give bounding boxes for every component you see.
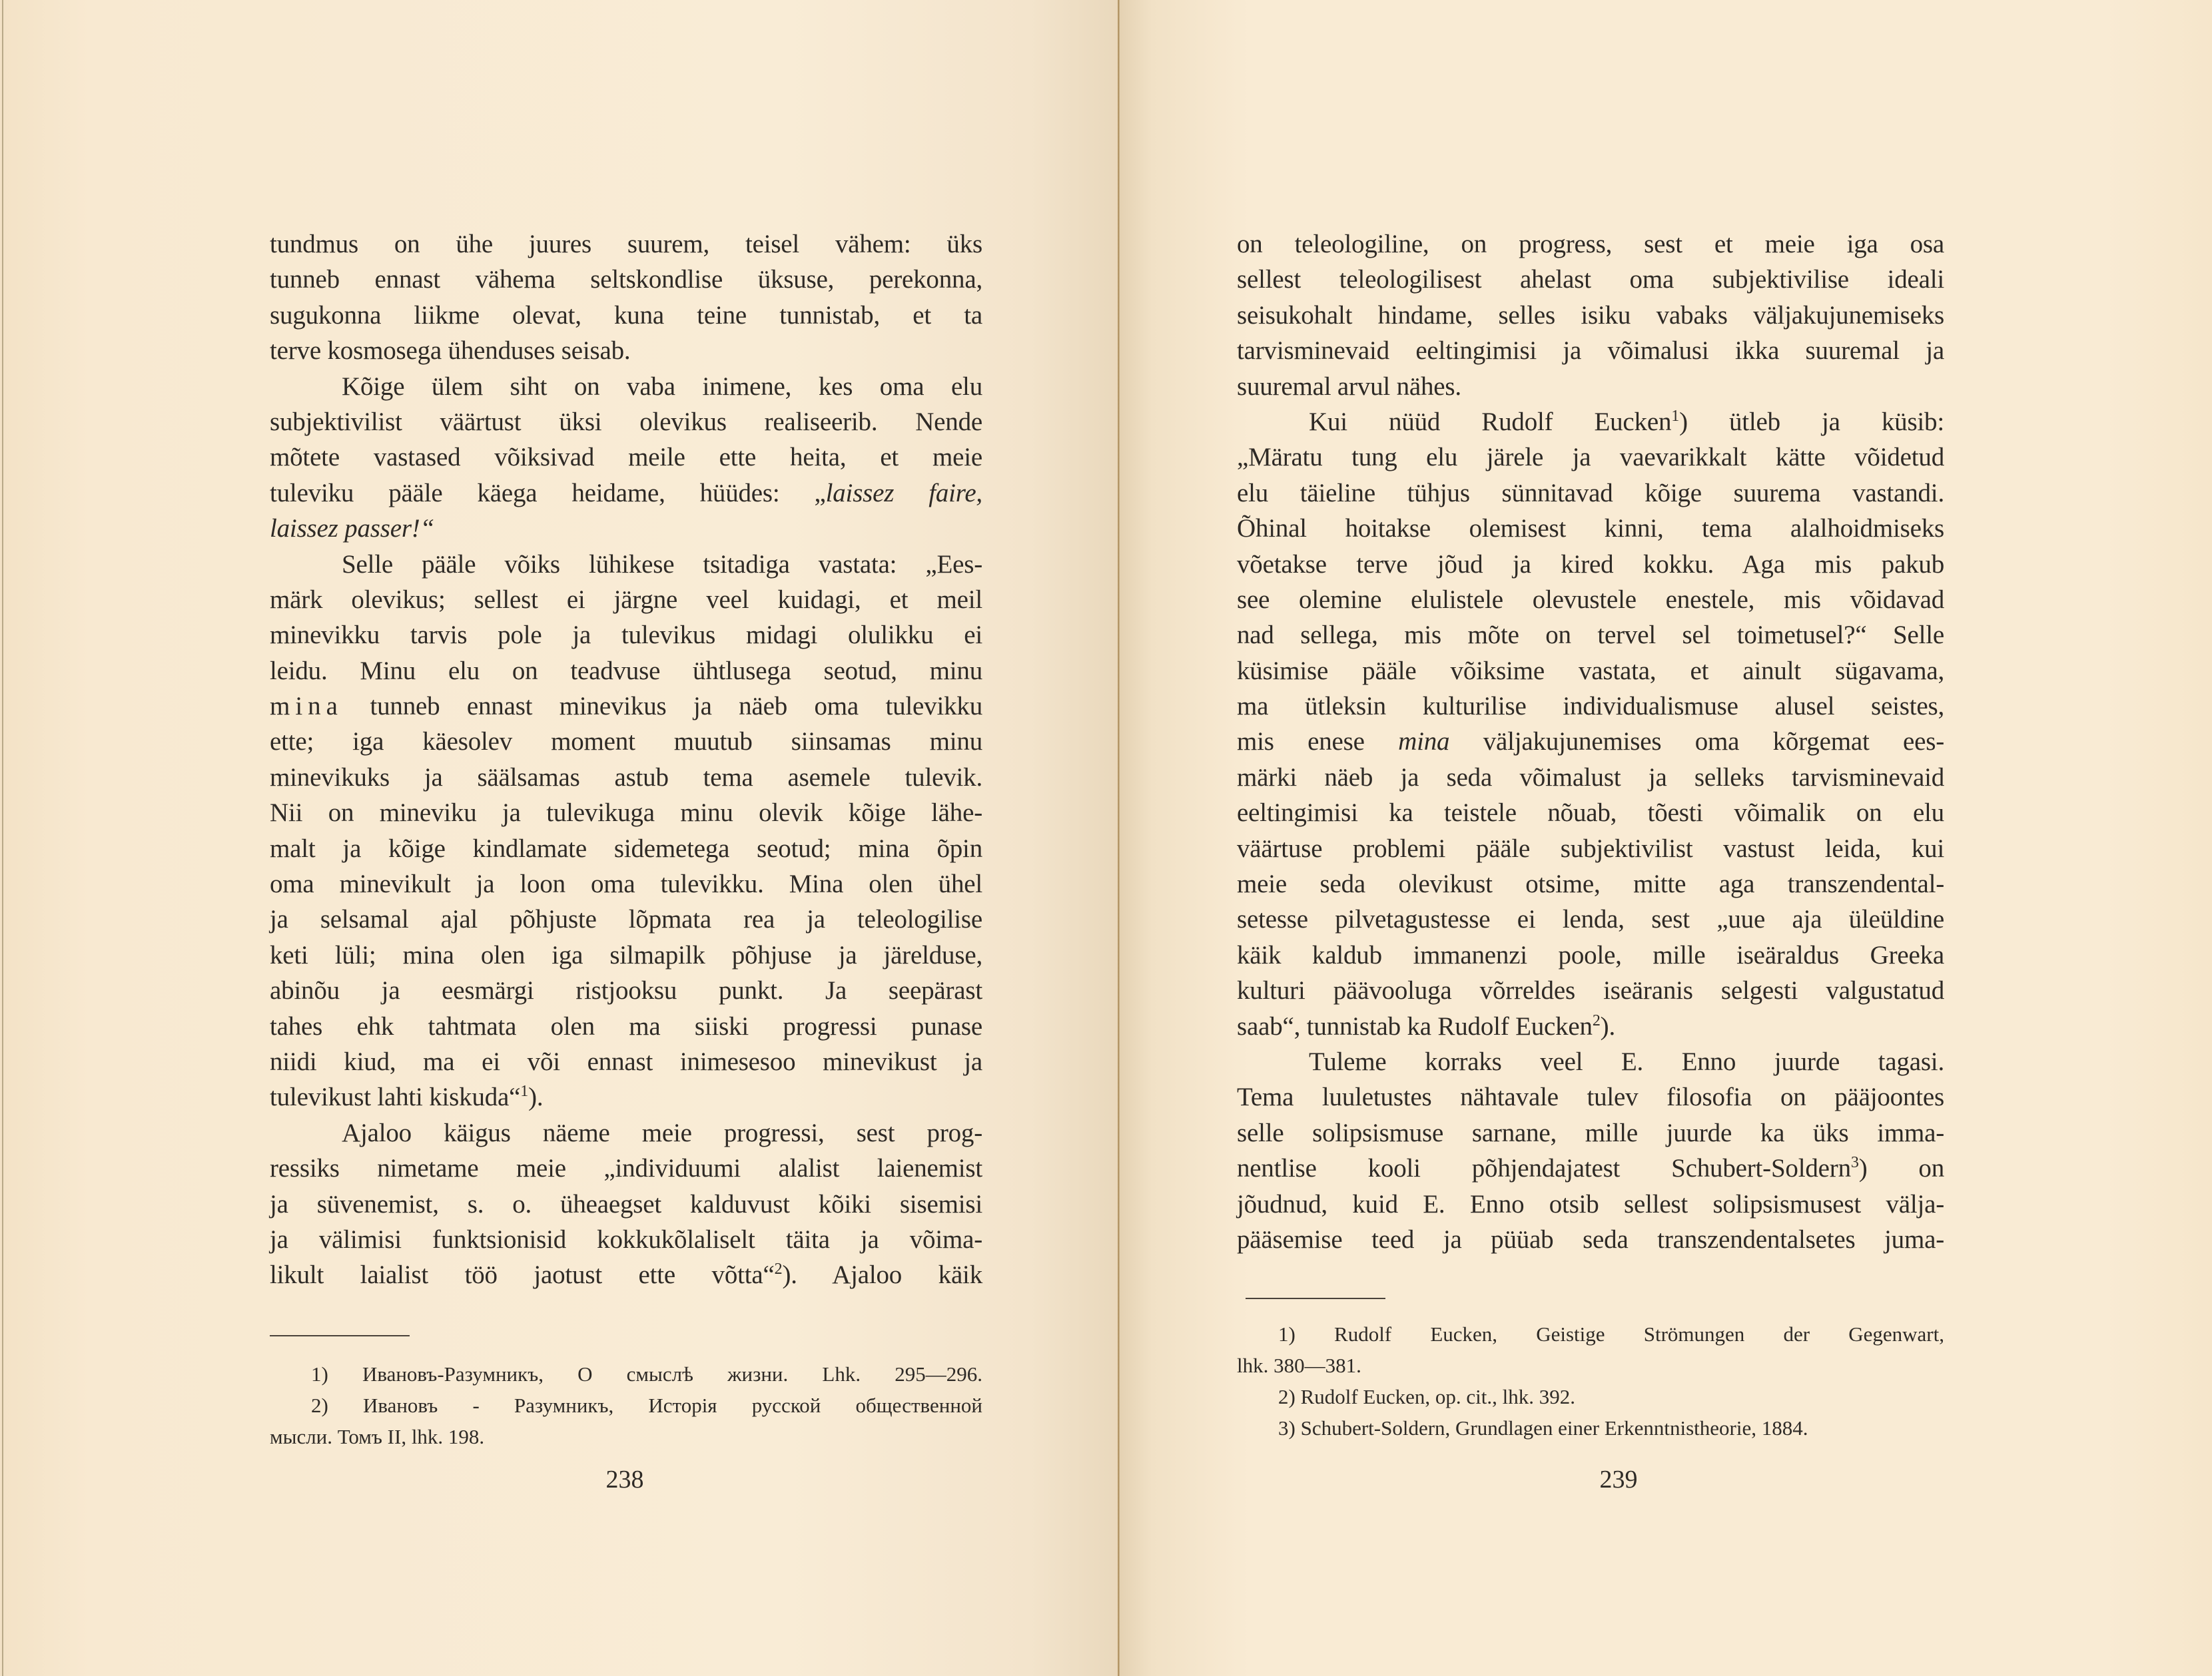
text-line: tundmus on ühe juures suurem, teisel vähem: üks bbox=[270, 230, 982, 258]
text-line: märki näeb ja seda võimalust ja selleks tarvisminevaid bbox=[1237, 762, 1944, 792]
text-run: likult laialist töö jaotust ette võtta“ bbox=[270, 1260, 775, 1290]
text-line: leidu. Minu elu on teadvuse ühtlusega seotud, minu bbox=[270, 656, 982, 685]
footnote: 3) Schubert-Soldern, Grundlagen einer Erkenntnistheorie, 1884. bbox=[1278, 1416, 1808, 1440]
text-line: küsimise pääle võiksime vastata, et ainult sügavama, bbox=[1237, 656, 1944, 685]
text-line: väärtuse problemi pääle subjektivilist vastust leida, kui bbox=[1237, 834, 1944, 863]
text-run: tunneb ennast minevikus ja näeb oma tulevikku bbox=[370, 692, 982, 721]
text-run: ) ütleb ja küsib: bbox=[1679, 407, 1944, 436]
footnote-ref[interactable]: 1 bbox=[520, 1083, 529, 1101]
text-line: sellest teleologilisest ahelast oma subjektivilise ideali bbox=[1237, 265, 1944, 294]
text-run: tuleviku pääle käega heidame, hüüdes: „ bbox=[270, 478, 826, 507]
text-line: Ajaloo käigus näeme meie progressi, sest prog- bbox=[342, 1118, 982, 1147]
footnote: 2) Rudolf Eucken, op. cit., lhk. 392. bbox=[1278, 1385, 1575, 1408]
footnote-ref[interactable]: 2 bbox=[1592, 1011, 1601, 1029]
text-line: ma ütleksin kulturilise individualismuse alusel seistes, bbox=[1237, 692, 1944, 721]
text-line: Tema luuletustes nähtavale tulev filosofia on pääjoontes bbox=[1237, 1083, 1944, 1112]
text-line: ressiks nimetame meie „individuumi alalist laienemist bbox=[270, 1154, 982, 1183]
spaced-word: mina bbox=[270, 692, 343, 721]
text-line: keti lüli; mina olen iga silmapilk põhjuse ja järelduse, bbox=[270, 940, 982, 970]
text-line: võetakse terve jõud ja kired kokku. Aga mis pakub bbox=[1237, 549, 1944, 579]
text-run: Kui nüüd Rudolf Eucken bbox=[1309, 407, 1672, 436]
text-line: terve kosmosega ühenduses seisab. bbox=[270, 336, 631, 366]
left-footnotes bbox=[270, 1358, 982, 1452]
text-line: ette; iga käesolev moment muutub siinsamas minu bbox=[270, 727, 982, 756]
text-line: Tuleme korraks veel E. Enno juurde tagasi. bbox=[1309, 1047, 1944, 1076]
text-line: oma minevikult ja loon oma tulevikku. Mina olen ühel bbox=[270, 870, 982, 899]
text-line: kulturi päävooluga võrreldes iseäranis selgesti valgustatud bbox=[1237, 976, 1944, 1005]
text-line bbox=[1237, 1151, 1944, 1186]
text-line: niidi kiud, ma ei või ennast inimesesoo minevikust ja bbox=[270, 1047, 982, 1076]
italic-word: mina bbox=[1398, 727, 1450, 756]
text-run: tulevikust lahti kiskuda“ bbox=[270, 1083, 521, 1112]
text-line: subjektivilist väärtust üksi olevikus realiseerib. Nende bbox=[270, 407, 982, 436]
text-line bbox=[270, 1079, 982, 1115]
italic-phrase: laissez faire, bbox=[825, 478, 982, 507]
text-line: minevikku tarvis pole ja tulevikus midagi olulikku ei bbox=[270, 621, 982, 650]
text-line bbox=[1237, 404, 1944, 439]
text-line: Selle pääle võiks lühikese tsitadiga vastata: „Ees- bbox=[342, 549, 982, 579]
footnote: 1) Ивановъ-Разумникъ, О смыслѣ жизни. Lhk. 295—296. bbox=[311, 1362, 982, 1386]
footnote-ref[interactable]: 2 bbox=[774, 1260, 783, 1278]
text-line bbox=[270, 1257, 982, 1292]
book-gutter bbox=[1118, 0, 1120, 1676]
footnote: 2) Ивановъ - Разумникъ, Исторія русской общественной bbox=[311, 1394, 982, 1417]
text-line: seisukohalt hindame, selles isiku vabaks väljakujunemiseks bbox=[1237, 300, 1944, 330]
right-footnotes bbox=[1237, 1318, 1944, 1444]
text-line: käik kaldub immanenzi poole, mille iseäraldus Greeka bbox=[1237, 940, 1944, 970]
text-line: jõudnud, kuid E. Enno otsib sellest solipsismusest välja- bbox=[1237, 1189, 1944, 1219]
right-page-body bbox=[1237, 226, 1944, 1257]
text-line: abinõu ja eesmärgi ristjooksu punkt. Ja seepärast bbox=[270, 976, 982, 1005]
text-line: setesse pilvetagustesse ei lenda, sest „uue aja üleüldine bbox=[1237, 905, 1944, 934]
footnote: мысли. Томъ II, lhk. 198. bbox=[270, 1425, 485, 1448]
text-line: minevikuks ja säälsamas astub tema asemele tulevik. bbox=[270, 762, 982, 792]
text-line: selle solipsismuse sarnane, mille juurde ka üks imma- bbox=[1237, 1118, 1944, 1147]
text-line: „Märatu tung elu järele ja vaevarikkalt kätte võidetud bbox=[1237, 443, 1944, 472]
book-edge bbox=[2, 0, 3, 1676]
text-line: sugukonna liikme olevat, kuna teine tunnistab, et ta bbox=[270, 300, 982, 330]
footnote-separator bbox=[270, 1335, 410, 1336]
text-line: elu täieline tühjus sünnitavad kõige suurema vastandi. bbox=[1237, 478, 1944, 507]
footnote-ref[interactable]: 3 bbox=[1850, 1154, 1859, 1172]
footnote: lhk. 380—381. bbox=[1237, 1354, 1361, 1377]
text-line bbox=[270, 689, 982, 724]
text-line: Kõige ülem siht on vaba inimene, kes oma elu bbox=[342, 372, 982, 401]
text-run: väljakujunemises oma kõrgemat ees- bbox=[1483, 727, 1944, 756]
text-line bbox=[1237, 724, 1944, 759]
text-line: tarvisminevaid eeltingimisi ja võimalusi ikka suuremal ja bbox=[1237, 336, 1944, 366]
text-line: tahes ehk tahtmata olen ma siiski progressi punase bbox=[270, 1011, 982, 1041]
text-line: ja välimisi funktsionisid kokkukõlaliselt täita ja võima- bbox=[270, 1225, 982, 1254]
italic-line: laissez passer!“ bbox=[270, 514, 435, 543]
text-line: ja süvenemist, s. o. üheaegset kalduvust kõiki sisemisi bbox=[270, 1189, 982, 1219]
text-line: ja selsamal ajal põhjuste lõpmata rea ja teleologilise bbox=[270, 905, 982, 934]
text-line bbox=[1237, 1009, 1944, 1044]
left-page-body bbox=[270, 226, 982, 1293]
page-number: 238 bbox=[605, 1466, 644, 1494]
text-line bbox=[270, 475, 982, 511]
text-run: ). bbox=[528, 1083, 544, 1112]
text-line: tunneb ennast vähema seltskondlise üksuse, perekonna, bbox=[270, 265, 982, 294]
footnote: 1) Rudolf Eucken, Geistige Strömungen der Gegenwart, bbox=[1278, 1322, 1944, 1346]
text-line: märk olevikus; sellest ei järgne veel kuidagi, et meil bbox=[270, 585, 982, 614]
footnote-separator bbox=[1246, 1298, 1385, 1299]
text-line: Nii on mineviku ja tulevikuga minu olevik kõige lähe- bbox=[270, 798, 982, 828]
text-line: eeltingimisi ka teistele nõuab, tõesti võimalik on elu bbox=[1237, 798, 1944, 828]
text-run: ). Ajaloo käik bbox=[782, 1260, 982, 1290]
text-line: suuremal arvul nähes. bbox=[1237, 372, 1461, 401]
text-run: saab“, tunnistab ka Rudolf Eucken bbox=[1237, 1011, 1593, 1041]
footnote-ref[interactable]: 1 bbox=[1671, 407, 1680, 425]
text-run: mis enese bbox=[1237, 727, 1365, 756]
text-run: ). bbox=[1600, 1011, 1615, 1041]
text-line: on teleologiline, on progress, sest et meie iga osa bbox=[1237, 230, 1944, 258]
text-line: pääsemise teed ja püüab seda transzendentalsetes juma- bbox=[1237, 1225, 1944, 1254]
text-run: nentlise kooli põhjendajatest Schubert-Soldern bbox=[1237, 1154, 1851, 1183]
text-line: malt ja kõige kindlamate sidemetega seotud; mina õpin bbox=[270, 834, 982, 863]
text-line: Õhinal hoitakse olemisest kinni, tema alalhoidmiseks bbox=[1237, 514, 1944, 543]
text-line: nad sellega, mis mõte on tervel sel toimetusel?“ Selle bbox=[1237, 621, 1944, 650]
text-line: see olemine elulistele olevustele enestele, mis võidavad bbox=[1237, 585, 1944, 614]
text-line: mõtete vastased võiksivad meile ette heita, et meie bbox=[270, 443, 982, 472]
page-number: 239 bbox=[1599, 1466, 1638, 1494]
text-line: meie seda olevikust otsime, mitte aga transzendental- bbox=[1237, 870, 1944, 899]
text-run: ) on bbox=[1858, 1154, 1945, 1183]
